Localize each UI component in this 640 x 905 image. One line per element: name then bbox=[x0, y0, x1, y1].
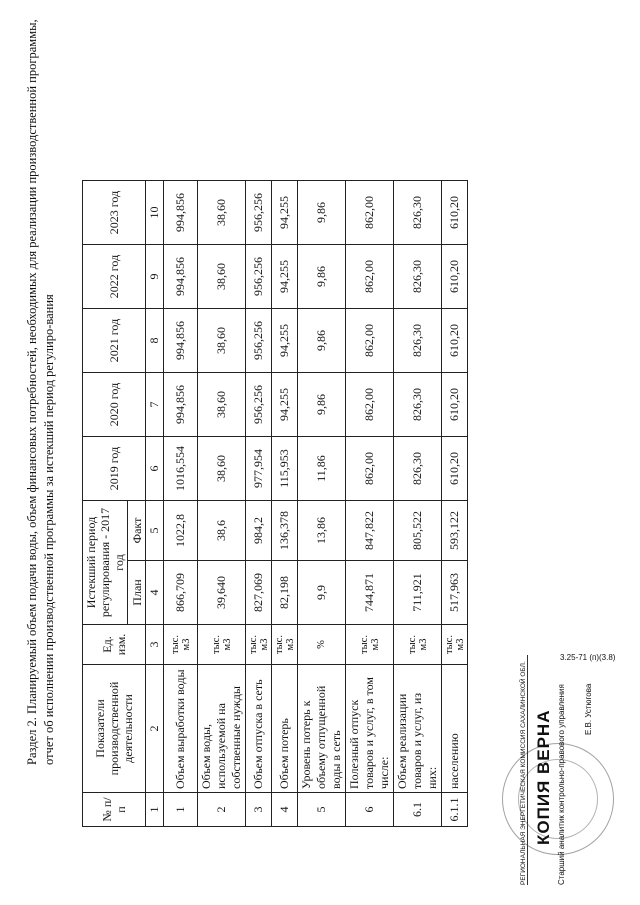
row-value: 711,921 bbox=[394, 561, 442, 625]
stamp-signer: Е.В. Устюгова bbox=[584, 683, 593, 735]
row-value: 994,856 bbox=[164, 181, 198, 245]
row-value: 13,86 bbox=[298, 501, 346, 561]
column-number: 3 bbox=[146, 625, 164, 665]
row-value: 94,255 bbox=[272, 309, 298, 373]
row-value: 826,30 bbox=[394, 245, 442, 309]
row-value: 984,2 bbox=[246, 501, 272, 561]
row-value: 593,122 bbox=[442, 501, 468, 561]
row-value: 94,255 bbox=[272, 181, 298, 245]
certification-stamp bbox=[520, 655, 600, 885]
row-value: 956,256 bbox=[246, 245, 272, 309]
row-value: 38,6 bbox=[198, 501, 246, 561]
row-number: 6.1.1 bbox=[442, 793, 468, 827]
row-value: 38,60 bbox=[198, 309, 246, 373]
row-value: 9,86 bbox=[298, 245, 346, 309]
row-number: 6.1 bbox=[394, 793, 442, 827]
row-value: 610,20 bbox=[442, 437, 468, 501]
row-value: 517,963 bbox=[442, 561, 468, 625]
header-unit: Ед. изм. bbox=[83, 625, 146, 665]
row-number: 5 bbox=[298, 793, 346, 827]
table-row bbox=[198, 181, 246, 827]
row-value: 610,20 bbox=[442, 373, 468, 437]
row-unit: тыс. м3 bbox=[442, 625, 468, 665]
row-value: 9,86 bbox=[298, 181, 346, 245]
column-number: 10 bbox=[146, 181, 164, 245]
stamp-organization: РЕГИОНАЛЬНАЯ ЭНЕРГЕТИЧЕСКАЯ КОМИССИЯ САХАЛИНСКОЙ ОБЛ. bbox=[520, 655, 528, 885]
row-value: 1016,554 bbox=[164, 437, 198, 501]
row-value: 862,00 bbox=[346, 437, 394, 501]
row-value: 94,255 bbox=[272, 245, 298, 309]
column-number: 8 bbox=[146, 309, 164, 373]
row-unit: тыс. м3 bbox=[346, 625, 394, 665]
row-value: 862,00 bbox=[346, 309, 394, 373]
row-unit: % bbox=[298, 625, 346, 665]
header-past-period: Истекший период регулирования - 2017 год bbox=[83, 501, 128, 625]
row-indicator: Объем выработки воды bbox=[164, 665, 198, 793]
row-indicator: Уровень потерь к объему отпущенной воды в сеть bbox=[298, 665, 346, 793]
header-year: 2019 год bbox=[83, 437, 146, 501]
row-value: 38,60 bbox=[198, 437, 246, 501]
row-value: 994,856 bbox=[164, 245, 198, 309]
column-number: 4 bbox=[146, 561, 164, 625]
column-number: 5 bbox=[146, 501, 164, 561]
row-indicator: Объем отпуска в сеть bbox=[246, 665, 272, 793]
row-value: 826,30 bbox=[394, 309, 442, 373]
row-indicator: Объем потерь bbox=[272, 665, 298, 793]
row-value: 847,822 bbox=[346, 501, 394, 561]
stamp-position: Старший аналитик контрольно-правового управления bbox=[557, 684, 566, 885]
row-value: 956,256 bbox=[246, 309, 272, 373]
row-value: 610,20 bbox=[442, 245, 468, 309]
production-table bbox=[82, 180, 468, 827]
row-value: 38,60 bbox=[198, 181, 246, 245]
row-value: 994,856 bbox=[164, 373, 198, 437]
row-value: 1022,8 bbox=[164, 501, 198, 561]
table-row bbox=[442, 181, 468, 827]
row-value: 977,954 bbox=[246, 437, 272, 501]
row-number: 1 bbox=[164, 793, 198, 827]
row-value: 805,522 bbox=[394, 501, 442, 561]
row-value: 136,378 bbox=[272, 501, 298, 561]
row-value: 610,20 bbox=[442, 309, 468, 373]
row-value: 866,709 bbox=[164, 561, 198, 625]
header-plan: План bbox=[128, 561, 146, 625]
row-value: 115,953 bbox=[272, 437, 298, 501]
row-value: 94,255 bbox=[272, 373, 298, 437]
row-value: 39,640 bbox=[198, 561, 246, 625]
row-value: 9,86 bbox=[298, 309, 346, 373]
row-indicator: Объем воды, используемой на собственные нужды bbox=[198, 665, 246, 793]
table-row bbox=[272, 181, 298, 827]
column-number: 2 bbox=[146, 665, 164, 793]
row-value: 11,86 bbox=[298, 437, 346, 501]
row-unit: тыс. м3 bbox=[394, 625, 442, 665]
row-indicator: Объем реализации товаров и услуг, из них: bbox=[394, 665, 442, 793]
header-indicator: Показатели производственной деятельности bbox=[83, 665, 146, 793]
row-value: 610,20 bbox=[442, 181, 468, 245]
row-unit: тыс. м3 bbox=[246, 625, 272, 665]
table-row bbox=[346, 181, 394, 827]
row-value: 862,00 bbox=[346, 245, 394, 309]
row-value: 826,30 bbox=[394, 373, 442, 437]
row-indicator: населению bbox=[442, 665, 468, 793]
row-number: 6 bbox=[346, 793, 394, 827]
row-value: 38,60 bbox=[198, 373, 246, 437]
row-value: 862,00 bbox=[346, 373, 394, 437]
header-year: 2020 год bbox=[83, 373, 146, 437]
table-row bbox=[394, 181, 442, 827]
row-value: 994,856 bbox=[164, 309, 198, 373]
row-value: 862,00 bbox=[346, 181, 394, 245]
row-value: 826,30 bbox=[394, 437, 442, 501]
table-row bbox=[298, 181, 346, 827]
table-row bbox=[164, 181, 198, 827]
row-unit: тыс. м3 bbox=[198, 625, 246, 665]
row-value: 827,069 bbox=[246, 561, 272, 625]
row-value: 956,256 bbox=[246, 181, 272, 245]
row-value: 826,30 bbox=[394, 181, 442, 245]
column-number: 6 bbox=[146, 437, 164, 501]
header-num: № п/п bbox=[83, 793, 146, 827]
row-number: 2 bbox=[198, 793, 246, 827]
column-number: 7 bbox=[146, 373, 164, 437]
row-value: 9,86 bbox=[298, 373, 346, 437]
row-value: 956,256 bbox=[246, 373, 272, 437]
row-value: 9,9 bbox=[298, 561, 346, 625]
column-number: 1 bbox=[146, 793, 164, 827]
row-unit: тыс. м3 bbox=[272, 625, 298, 665]
row-value: 744,871 bbox=[346, 561, 394, 625]
row-number: 4 bbox=[272, 793, 298, 827]
row-indicator: Полезный отпуск товаров и услуг, в том числе: bbox=[346, 665, 394, 793]
row-unit: тыс. м3 bbox=[164, 625, 198, 665]
row-value: 82,198 bbox=[272, 561, 298, 625]
header-year: 2022 год bbox=[83, 245, 146, 309]
header-year: 2021 год bbox=[83, 309, 146, 373]
row-value: 38,60 bbox=[198, 245, 246, 309]
column-number: 9 bbox=[146, 245, 164, 309]
table-row bbox=[246, 181, 272, 827]
header-fact: Факт bbox=[128, 501, 146, 561]
header-year: 2023 год bbox=[83, 181, 146, 245]
row-number: 3 bbox=[246, 793, 272, 827]
section-caption: Раздел 2. Планируемый объем подачи воды, объем финансовых потребностей, необходимых для реализации производственной программы, отчет об исполнении производственной программы за истекший период регулиро-вания bbox=[25, 19, 56, 765]
stamp-title: КОПИЯ ВЕРНА bbox=[534, 709, 553, 845]
document-code: 3.25-71 (п)(3.8) bbox=[560, 653, 616, 662]
